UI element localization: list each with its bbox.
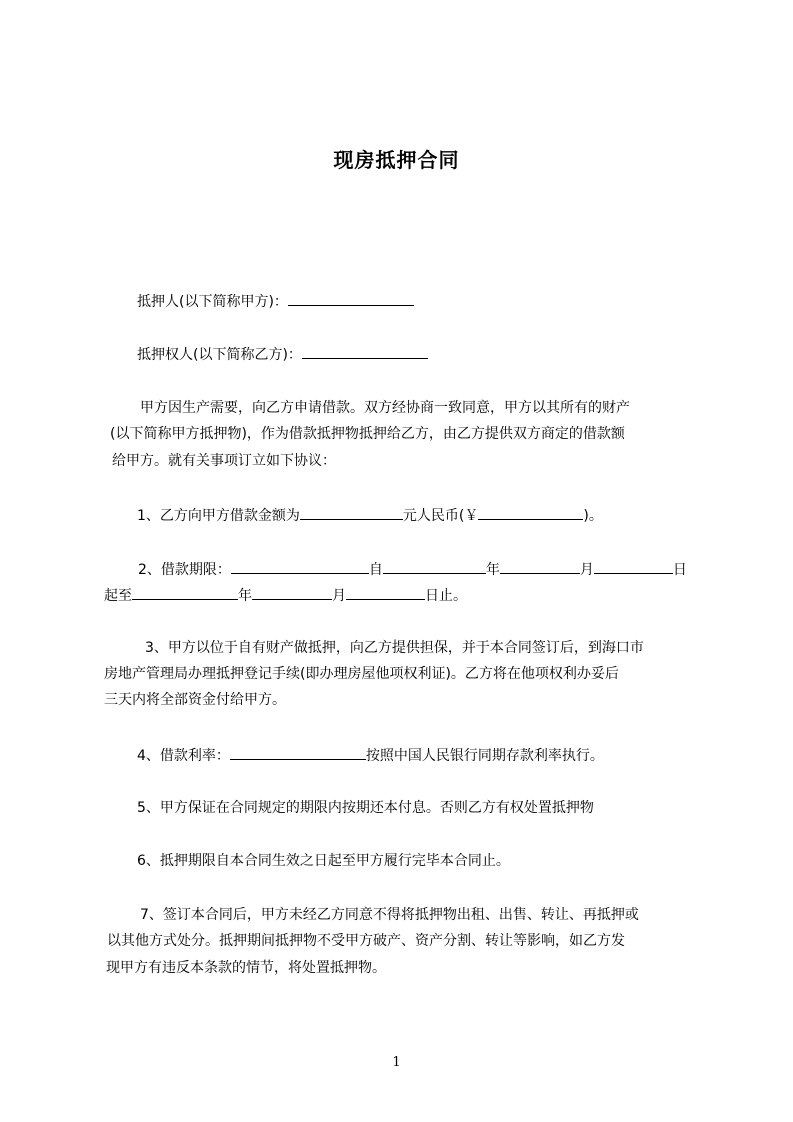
loan-term-blank[interactable] — [231, 559, 369, 574]
mortgagor-blank[interactable] — [288, 291, 414, 306]
document-title: 现房抵押合同 — [333, 148, 460, 172]
clause-2-year-2: 年 — [238, 588, 252, 604]
clause-6: 6、抵押期限自本合同生效之日起至甲方履行完毕本合同止。 — [137, 853, 510, 869]
clause-4 — [137, 745, 604, 766]
clause-7-line-2: 以其他方式处分。抵押期间抵押物不受甲方破产、资产分割、转让等影响，如乙方发 — [107, 933, 625, 949]
clause-2-month: 月 — [579, 562, 594, 578]
clause-2-prefix: 2、借款期限： — [138, 562, 231, 578]
clause-1-suffix: )。 — [583, 508, 603, 524]
intro-line-3: 给甲方。就有关事项订立如下协议： — [112, 453, 336, 469]
intro-line-2: (以下简称甲方抵押物)，作为借款抵押物抵押给乙方，由乙方提供双方商定的借款额 — [110, 426, 625, 442]
clause-4-prefix: 4、借款利率： — [137, 748, 230, 764]
clause-3-line-2: 房地产管理局办理抵押登记手续(即办理房屋他项权利证)。乙方将在他项权利办妥后 — [104, 666, 619, 682]
intro-line-1: 甲方因生产需要，向乙方申请借款。双方经协商一致同意，甲方以其所有的财产 — [140, 400, 630, 416]
clause-3-line-1: 3、甲方以位于自有财产做抵押，向乙方提供担保，并于本合同签订后，到海口市 — [145, 640, 644, 656]
start-year-blank[interactable] — [383, 559, 486, 574]
clause-1-prefix: 1、乙方向甲方借款金额为 — [137, 508, 300, 524]
mortgagee-blank[interactable] — [302, 344, 428, 359]
mortgagee-label: 抵押权人(以下简称乙方)： — [137, 347, 302, 363]
clause-1 — [137, 505, 603, 526]
clause-2-year: 年 — [485, 562, 500, 578]
loan-amount-blank[interactable] — [300, 505, 403, 520]
clause-2-line-1 — [138, 559, 687, 580]
clause-2-from: 自 — [368, 562, 383, 578]
start-month-blank[interactable] — [500, 559, 580, 574]
end-year-blank[interactable] — [132, 585, 238, 600]
clause-2-end: 日止。 — [425, 588, 467, 604]
clause-5: 5、甲方保证在合同规定的期限内按期还本付息。否则乙方有权处置抵押物 — [137, 800, 594, 816]
interest-rate-blank[interactable] — [230, 745, 366, 760]
clause-2-day: 日 — [672, 562, 687, 578]
clause-2-month-2: 月 — [332, 588, 346, 604]
mortgagor-line — [137, 291, 414, 312]
clause-2-until: 起至 — [104, 588, 132, 604]
end-day-blank[interactable] — [346, 585, 425, 600]
clause-4-suffix: 按照中国人民银行同期存款利率执行。 — [365, 748, 604, 764]
start-day-blank[interactable] — [594, 559, 673, 574]
clause-7-line-1: 7、签订本合同后，甲方未经乙方同意不得将抵押物出租、出售、转让、再抵押或 — [140, 907, 639, 923]
page-number: 1 — [392, 1055, 401, 1070]
clause-1-middle: 元人民币(￥ — [402, 508, 479, 524]
mortgagee-line — [137, 344, 428, 365]
loan-amount-figure-blank[interactable] — [478, 505, 583, 520]
end-month-blank[interactable] — [252, 585, 332, 600]
clause-2-line-2 — [104, 585, 467, 606]
clause-7-line-3: 现甲方有违反本条款的情节，将处置抵押物。 — [106, 960, 386, 976]
mortgagor-label: 抵押人(以下简称甲方)： — [137, 294, 288, 310]
clause-3-line-3: 三天内将全部资金付给甲方。 — [104, 692, 286, 708]
